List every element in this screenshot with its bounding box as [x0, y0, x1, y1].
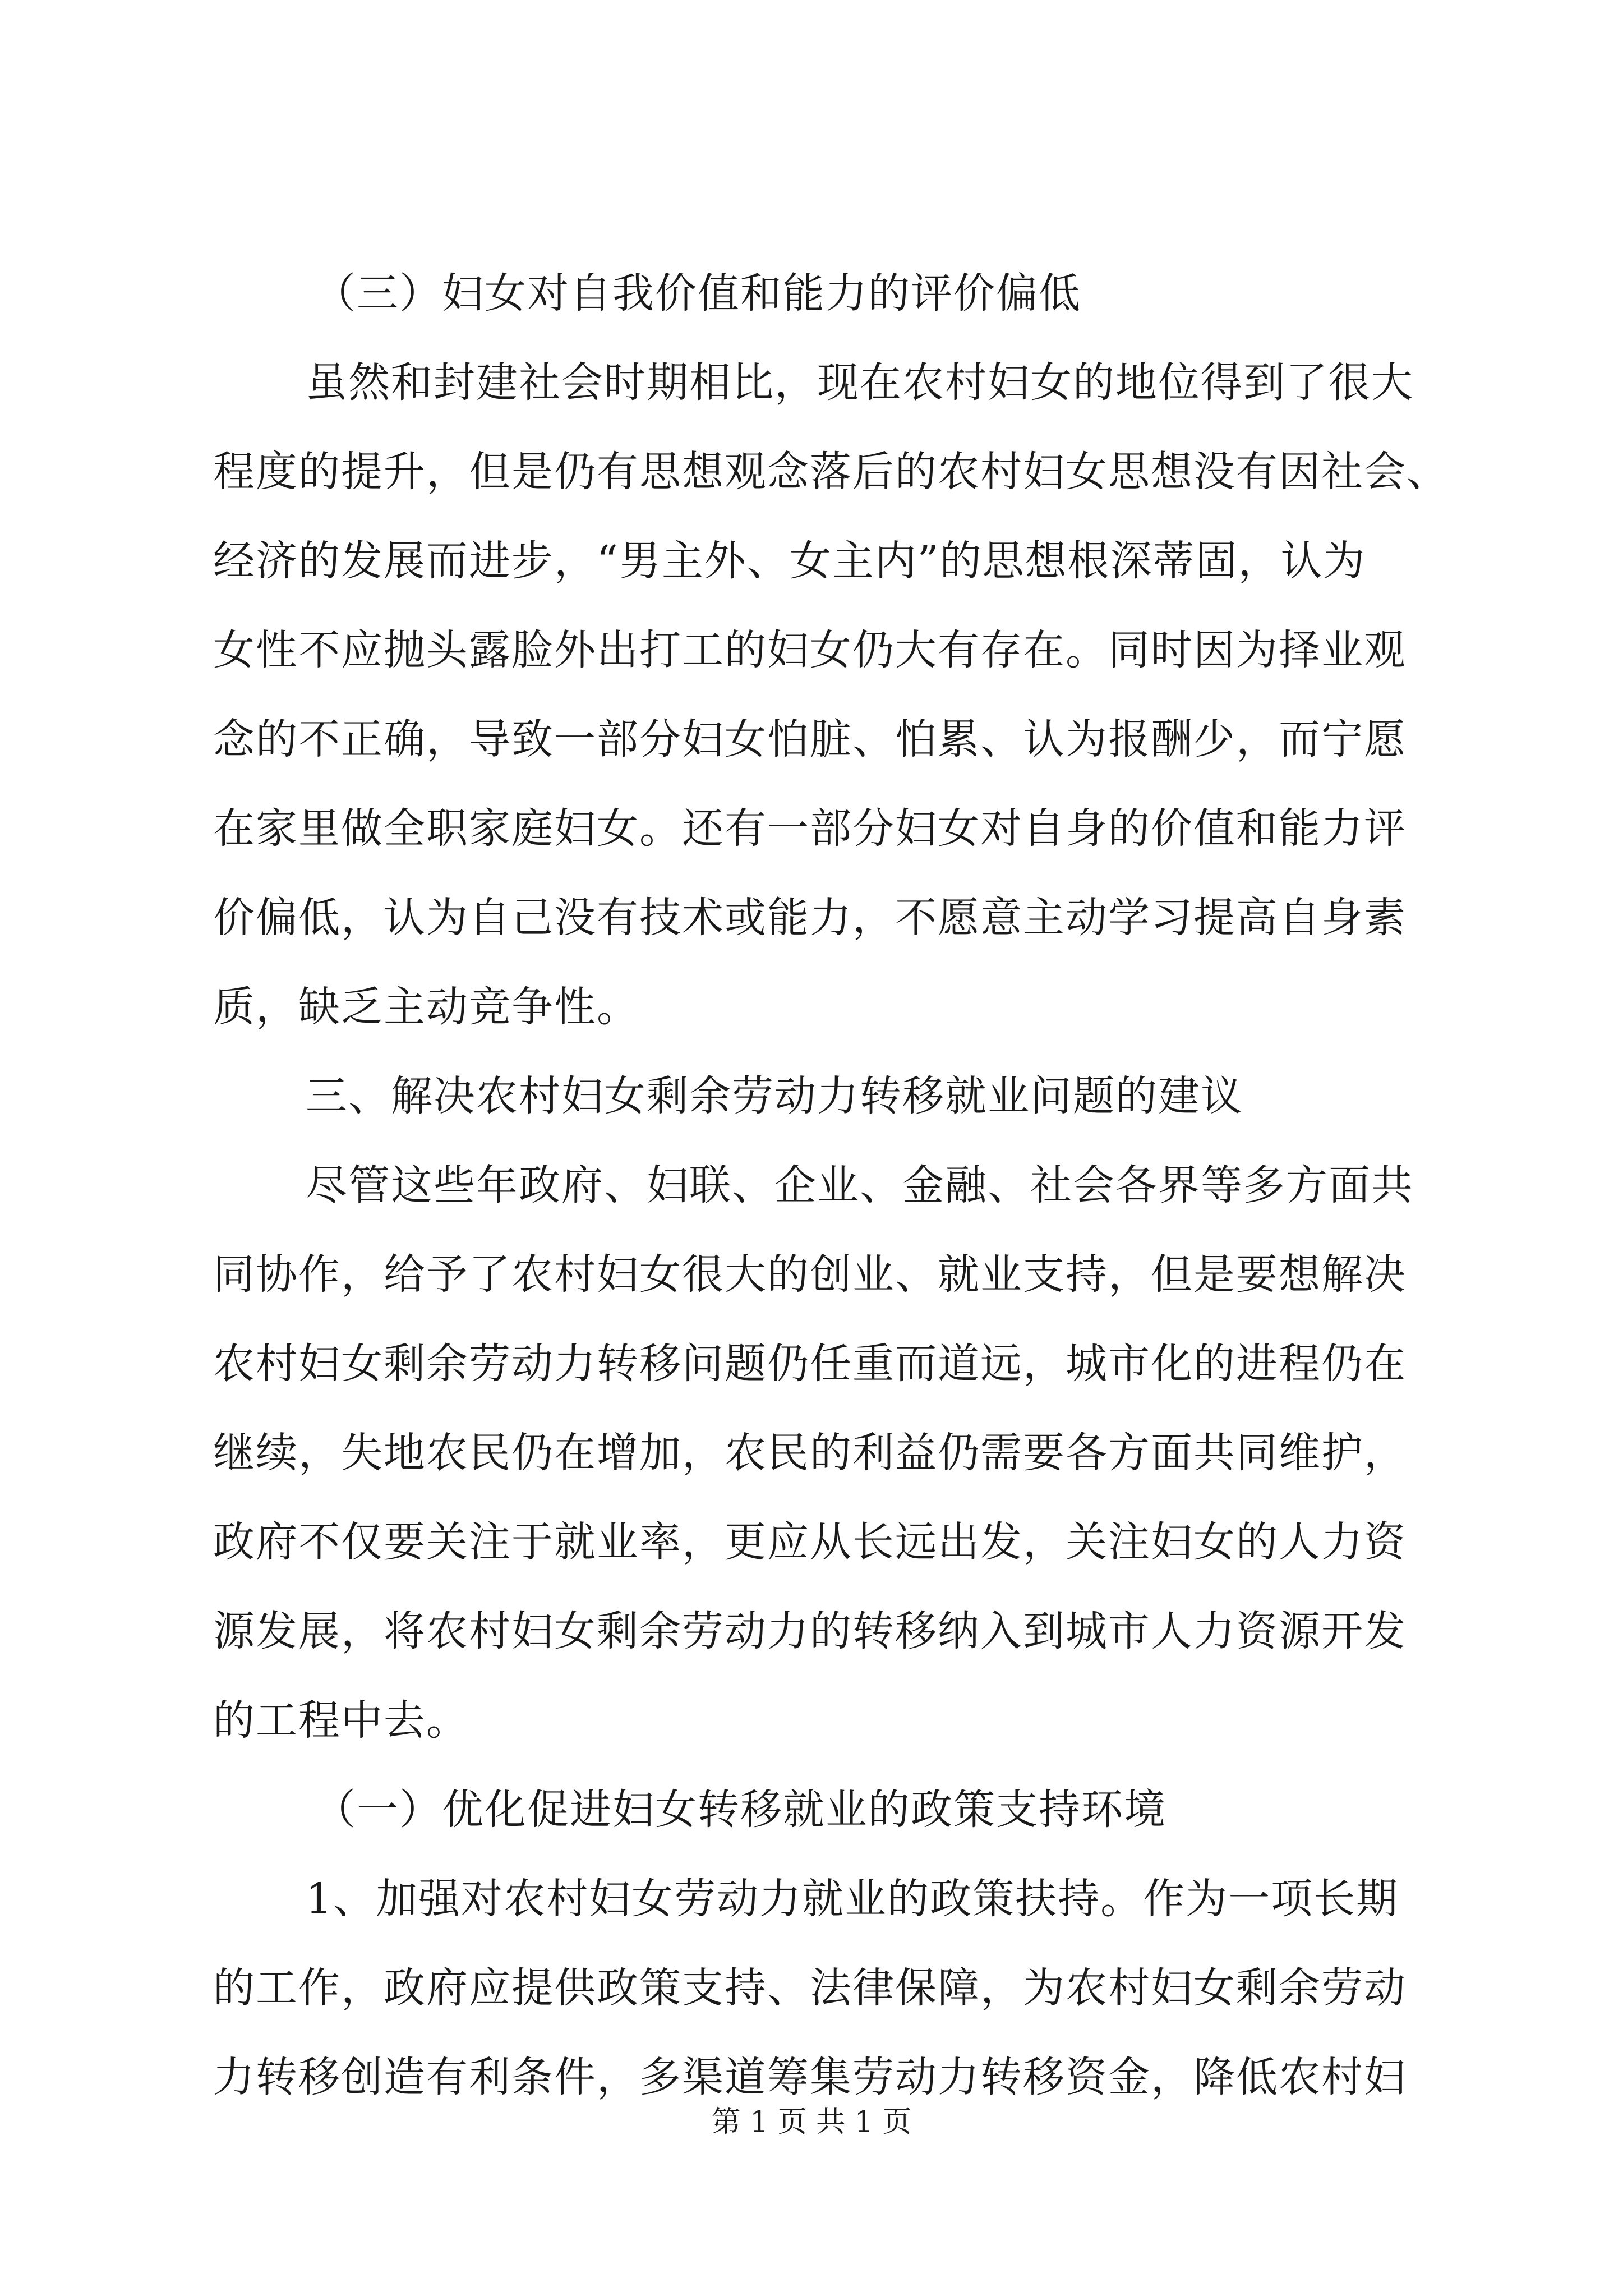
paragraph-line: 同协作，给予了农村妇女很大的创业、就业支持，但是要想解决 [213, 1250, 1407, 1299]
paragraph-line: 政府不仅要关注于就业率，更应从长远出发，关注妇女的人力资 [213, 1518, 1407, 1566]
paragraph-line: 价偏低，认为自己没有技术或能力，不愿意主动学习提高自身素 [213, 894, 1407, 942]
page-footer: 第 1 页 共 1 页 [711, 2105, 912, 2139]
paragraph-line: 虽然和封建社会时期相比，现在农村妇女的地位得到了很大 [306, 358, 1414, 407]
paragraph-line: 继续，失地农民仍在增加，农民的利益仍需要各方面共同维护， [213, 1429, 1407, 1477]
paragraph-line: 的工作，政府应提供政策支持、法律保障，为农村妇女剩余劳动 [213, 1964, 1407, 2012]
paragraph-line: 尽管这些年政府、妇联、企业、金融、社会各界等多方面共 [306, 1161, 1414, 1209]
paragraph-line: 1、加强对农村妇女劳动力就业的政策扶持。作为一项长期 [306, 1875, 1399, 1923]
paragraph-line: 源发展，将农村妇女剩余劳动力的转移纳入到城市人力资源开发 [213, 1607, 1407, 1655]
paragraph-line: 农村妇女剩余劳动力转移问题仍任重而道远，城市化的进程仍在 [213, 1340, 1407, 1388]
section-heading-1: （一）优化促进妇女转移就业的政策支持环境 [314, 1786, 1166, 1834]
paragraph-line: 女性不应抛头露脸外出打工的妇女仍大有存在。同时因为择业观 [213, 626, 1407, 674]
paragraph-line: 经济的发展而进步，“男主外、女主内”的思想根深蒂固，认为 [213, 537, 1366, 585]
paragraph-line: 念的不正确，导致一部分妇女怕脏、怕累、认为报酬少，而宁愿 [213, 715, 1407, 763]
paragraph-line: 在家里做全职家庭妇女。还有一部分妇女对自身的价值和能力评 [213, 804, 1407, 853]
section-heading-main: 三、解决农村妇女剩余劳动力转移就业问题的建议 [306, 1072, 1243, 1120]
paragraph-line: 程度的提升，但是仍有思想观念落后的农村妇女思想没有因社会、 [213, 448, 1449, 496]
paragraph-line: 的工程中去。 [213, 1696, 469, 1745]
paragraph-line: 质，缺乏主动竞争性。 [213, 983, 639, 1031]
paragraph-line: 力转移创造有利条件，多渠道筹集劳动力转移资金，降低农村妇 [213, 2053, 1407, 2101]
section-heading-3: （三）妇女对自我价值和能力的评价偏低 [314, 269, 1081, 318]
